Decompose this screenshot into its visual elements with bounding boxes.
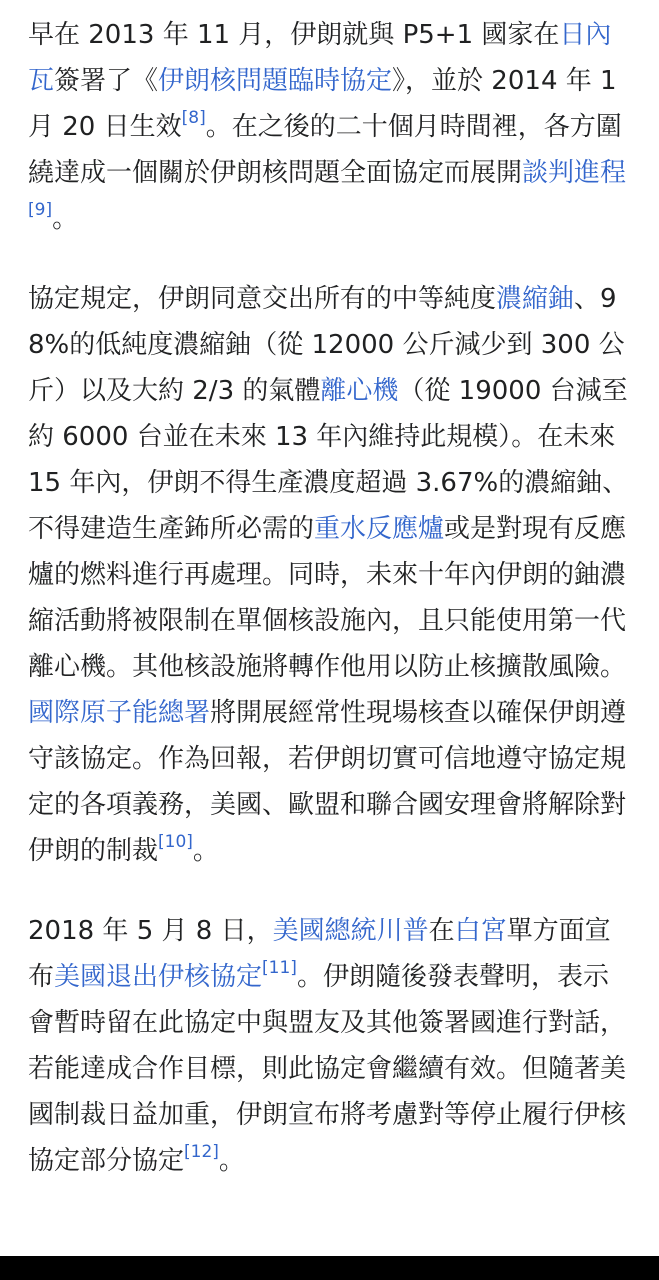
text-run: 》，並於 2014 年 1 月 20 日生效 bbox=[28, 66, 617, 142]
text-run: 單方面宣布 bbox=[28, 916, 611, 992]
link-white-house[interactable]: 白宮 bbox=[454, 916, 507, 946]
citation-10 bbox=[158, 832, 193, 852]
paragraph-3 bbox=[28, 908, 633, 1184]
paragraph-1 bbox=[28, 12, 633, 242]
link-trump[interactable]: 川普 bbox=[376, 916, 429, 946]
text-run: 在 bbox=[428, 916, 455, 946]
link-geneva[interactable]: 日內瓦 bbox=[28, 20, 612, 96]
link-enriched-uranium[interactable]: 濃縮鈾 bbox=[496, 284, 575, 314]
bottom-edge-bar bbox=[0, 1256, 659, 1280]
citation-11 bbox=[262, 958, 297, 978]
text-run: 協定規定，伊朗同意交出所有的中等純度 bbox=[28, 284, 497, 314]
citation-9 bbox=[28, 200, 52, 220]
text-run: 或是對現有反應爐的燃料進行再處理。同時，未來十年內伊朗的鈾濃縮活動將被限制在單個核設施內，且只能使用第一代離心機。其他核設施將轉作他用以防止核擴散風險。 bbox=[28, 514, 627, 682]
text-run: 將開展經常性現場核查以確保伊朗遵守該協定。作為回報，若伊朗切實可信地遵守協定規定的各項義務，美國、歐盟和聯合國安理會將解除對伊朗的制裁 bbox=[28, 698, 627, 866]
link-heavy-water-reactor[interactable]: 重水反應爐 bbox=[314, 514, 445, 544]
text-run: 。伊朗隨後發表聲明，表示會暫時留在此協定中與盟友及其他簽署國進行對話，若能達成合作目標，則此協定會繼續有效。但隨著美國制裁日益加重，伊朗宣布將考慮對等停止履行伊核協定部分協定 bbox=[28, 962, 627, 1176]
citation-link-8[interactable]: [8] bbox=[181, 108, 206, 128]
citation-link-12[interactable]: [12] bbox=[184, 1142, 219, 1162]
text-run: 。 bbox=[192, 836, 219, 866]
link-us-president[interactable]: 美國總統 bbox=[272, 916, 377, 946]
text-run: 早在 2013 年 11 月，伊朗就與 P5+1 國家在 bbox=[28, 20, 560, 50]
text-run: 、98%的低純度濃縮鈾（從 12000 公斤減少到 300 公斤）以及大約 2/3 的氣體 bbox=[28, 284, 625, 406]
link-interim-agreement[interactable]: 伊朗核問題臨時協定 bbox=[158, 66, 393, 96]
text-run: 2018 年 5 月 8 日， bbox=[28, 916, 273, 946]
text-run: 。 bbox=[218, 1146, 245, 1176]
link-centrifuge[interactable]: 離心機 bbox=[320, 376, 399, 406]
link-iaea[interactable]: 國際原子能總署 bbox=[28, 698, 211, 728]
text-run: （從 19000 台減至約 6000 台並在未來 13 年內維持此規模）。在未來 15 年內，伊朗不得生產濃度超過 3.67%的濃縮鈾、不得建造生產鈽所必需的 bbox=[28, 376, 629, 544]
citation-link-11[interactable]: [11] bbox=[262, 958, 297, 978]
link-negotiation-process[interactable]: 談判進程 bbox=[522, 158, 627, 188]
text-run: 簽署了《 bbox=[54, 66, 159, 96]
link-us-withdrawal[interactable]: 美國退出伊核協定 bbox=[54, 962, 263, 992]
paragraph-2 bbox=[28, 276, 633, 874]
citation-link-9[interactable]: [9] bbox=[28, 200, 53, 220]
text-run: 。在之後的二十個月時間裡，各方圍繞達成一個關於伊朗核問題全面協定而展開 bbox=[28, 112, 622, 188]
citation-12 bbox=[184, 1142, 219, 1162]
citation-8 bbox=[182, 108, 206, 128]
text-run: 。 bbox=[52, 204, 79, 234]
citation-link-10[interactable]: [10] bbox=[158, 832, 193, 852]
